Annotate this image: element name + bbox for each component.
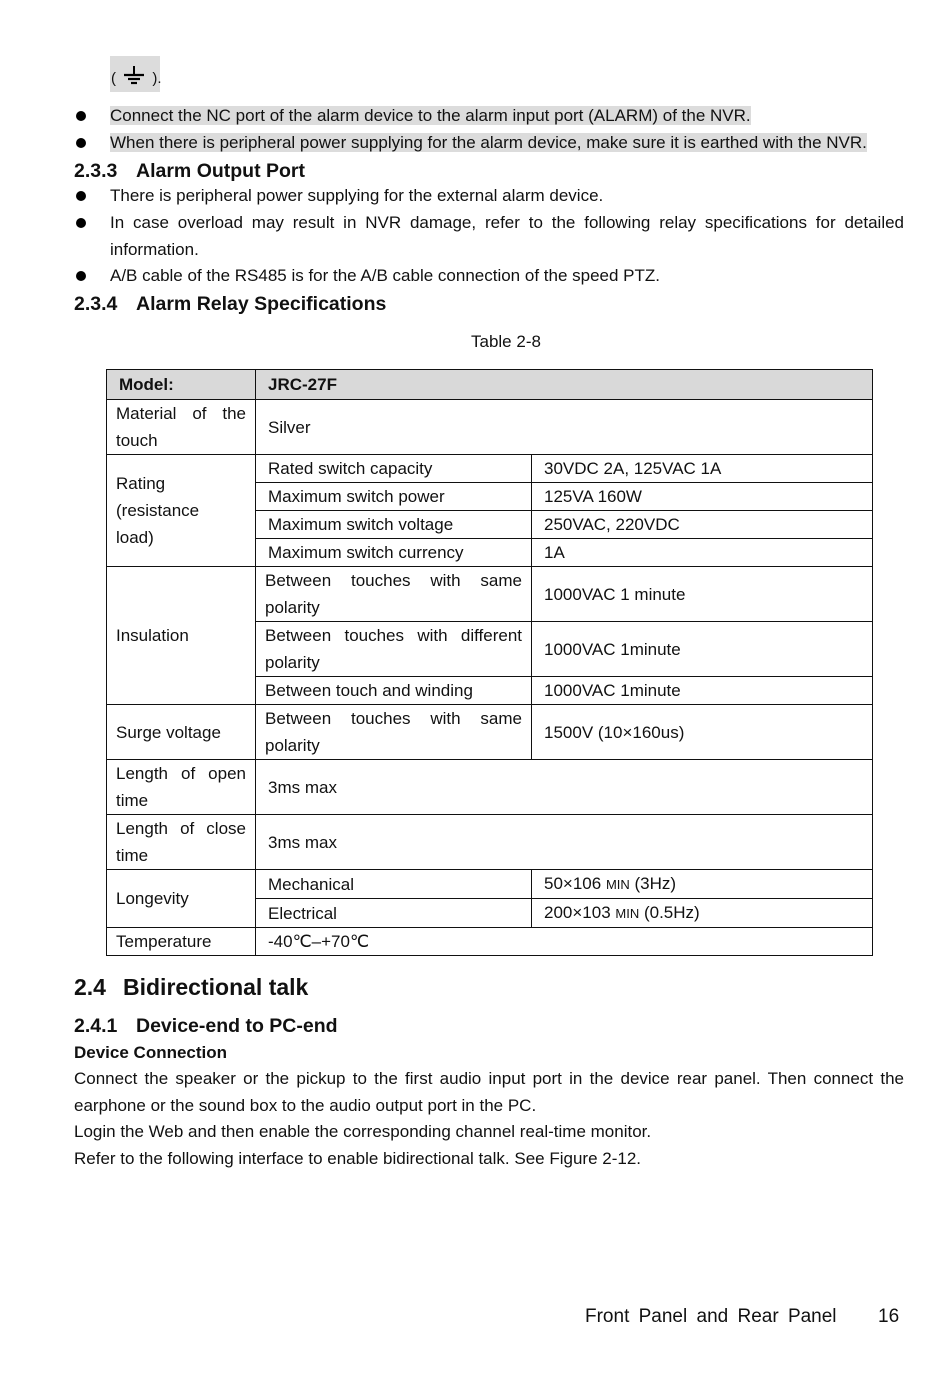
label-line: time [116, 791, 149, 810]
paragraph-line: earphone or the sound box to the audio output port in the PC. [74, 1096, 537, 1115]
model-label: Model: [107, 370, 256, 400]
row-label-open-time [107, 760, 256, 815]
section-title: Alarm Output Port [136, 160, 305, 182]
bullet-dot [76, 218, 86, 228]
bullet-dot [76, 111, 86, 121]
param-line: Between touches with same [265, 709, 522, 728]
param-cell: Maximum switch power [256, 483, 532, 511]
highlighted-text: Connect the NC port of the alarm device to the alarm input port (ALARM) of the NVR. [110, 106, 751, 125]
value-unit: MIN [615, 906, 640, 921]
table-caption: Table 2-8 [471, 332, 541, 351]
value-cell: 1000VAC 1 minute [532, 567, 873, 622]
param-cell: Maximum switch voltage [256, 511, 532, 539]
param-cell: Maximum switch currency [256, 539, 532, 567]
paragraph-line: Connect the speaker or the pickup to the first audio input port in the device rear panel. Then connect the [74, 1069, 904, 1088]
value-text: 50×106 [544, 874, 606, 893]
temperature-value: -40℃–+70℃ [256, 928, 873, 956]
label-line: Rating [116, 474, 166, 493]
section-number: 2.4.1 [74, 1015, 118, 1037]
paragraph-line: Login the Web and then enable the corresponding channel real-time monitor. [74, 1122, 652, 1141]
page-number: 16 [878, 1306, 900, 1327]
value-text: 200×103 [544, 903, 616, 922]
param-cell: Electrical [256, 899, 532, 928]
value-cell [532, 899, 873, 928]
bullet-text: There is peripheral power supplying for the external alarm device. [110, 186, 604, 205]
table-row [107, 870, 873, 899]
param-line: Between touches with different [265, 626, 522, 645]
param-cell [256, 705, 532, 760]
bullet-text [110, 102, 751, 129]
bullet-text [110, 129, 867, 156]
section-number: 2.3.4 [74, 293, 118, 315]
model-value: JRC-27F [256, 370, 873, 400]
value-cell: 250VAC, 220VDC [532, 511, 873, 539]
row-label-longevity: Longevity [107, 870, 256, 928]
param-cell: Between touch and winding [256, 677, 532, 705]
highlighted-text: When there is peripheral power supplying for the alarm device, make sure it is earthed with the NVR. [110, 133, 867, 152]
table-row [107, 928, 873, 956]
section-heading-2-4-1 [74, 1012, 338, 1040]
bullet-dot [76, 191, 86, 201]
close-time-value: 3ms max [256, 815, 873, 870]
table-row [107, 455, 873, 483]
value-cell: 1500V (10×160us) [532, 705, 873, 760]
section-title: Bidirectional talk [123, 974, 309, 1000]
param-cell: Rated switch capacity [256, 455, 532, 483]
table-row [107, 400, 873, 455]
label-line: touch [116, 431, 158, 450]
value-cell: 30VDC 2A, 125VAC 1A [532, 455, 873, 483]
row-label-rating [107, 455, 256, 567]
row-label-temperature: Temperature [107, 928, 256, 956]
footer-section-name: Front Panel and Rear Panel [585, 1306, 837, 1327]
param-line: polarity [265, 736, 320, 755]
table-header-row [107, 370, 873, 400]
section-heading-2-4 [74, 971, 308, 1003]
section-heading-2-3-3 [74, 157, 305, 185]
bullet-dot [76, 271, 86, 281]
label-line: time [116, 846, 149, 865]
value-text: (3Hz) [629, 874, 677, 893]
param-cell [256, 567, 532, 622]
row-label-surge: Surge voltage [107, 705, 256, 760]
value-cell: 1000VAC 1minute [532, 677, 873, 705]
ground-icon [122, 66, 146, 88]
value-cell [532, 870, 873, 899]
table-row [107, 567, 873, 622]
label-line: Material of the [116, 404, 246, 423]
row-label-insulation: Insulation [107, 567, 256, 705]
row-label-material [107, 400, 256, 455]
value-cell: 1A [532, 539, 873, 567]
open-time-value: 3ms max [256, 760, 873, 815]
bullet-text-continued: information. [110, 240, 199, 259]
device-connection-heading: Device Connection [74, 1043, 228, 1062]
relay-spec-table [106, 369, 873, 956]
label-line: load) [116, 528, 154, 547]
param-cell [256, 622, 532, 677]
label-line: Length of close [116, 819, 246, 838]
label-line: Length of open [116, 764, 246, 783]
section-number: 2.3.3 [74, 160, 118, 182]
section-heading-2-3-4 [74, 290, 386, 318]
section-number: 2.4 [74, 974, 106, 1000]
table-row [107, 815, 873, 870]
paragraph-line: Refer to the following interface to enable bidirectional talk. See Figure 2-12. [74, 1149, 641, 1168]
bullet-dot [76, 138, 86, 148]
material-value: Silver [256, 400, 873, 455]
value-unit: MIN [605, 877, 630, 892]
ground-note [111, 66, 162, 90]
label-line: (resistance [116, 501, 200, 520]
value-text: (0.5Hz) [639, 903, 700, 922]
bullet-text: In case overload may result in NVR damage, refer to the following relay specifications for detailed [110, 213, 904, 232]
param-line: polarity [265, 598, 320, 617]
table-row [107, 760, 873, 815]
value-cell: 1000VAC 1minute [532, 622, 873, 677]
param-line: Between touches with same [265, 571, 522, 590]
row-label-close-time [107, 815, 256, 870]
section-title: Alarm Relay Specifications [136, 293, 387, 315]
section-title: Device-end to PC-end [136, 1015, 338, 1037]
value-cell: 125VA 160W [532, 483, 873, 511]
ground-note-open: ( [111, 70, 116, 87]
bullet-text: A/B cable of the RS485 is for the A/B cable connection of the speed PTZ. [110, 266, 660, 285]
param-cell: Mechanical [256, 870, 532, 899]
table-row [107, 705, 873, 760]
param-line: polarity [265, 653, 320, 672]
ground-note-close: ). [152, 70, 162, 87]
